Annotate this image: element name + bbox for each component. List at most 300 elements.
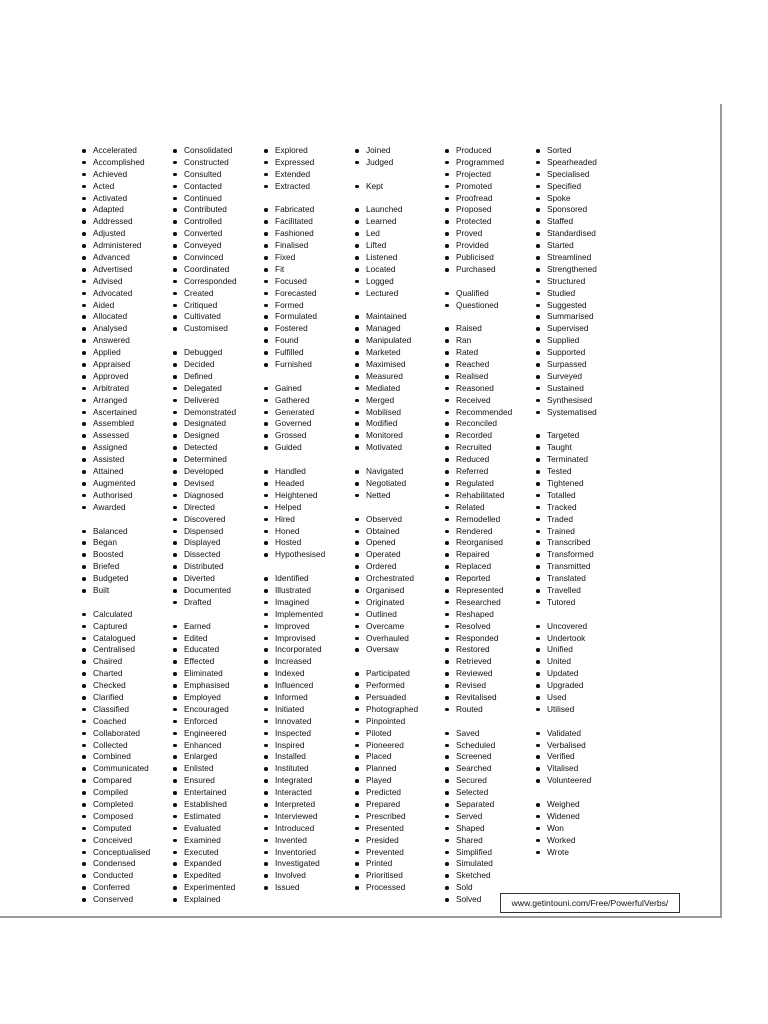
verb-item: Assigned — [82, 442, 177, 454]
verb-item: Coached — [82, 716, 177, 728]
verb-item: Arranged — [82, 395, 177, 407]
verb-item: Promoted — [445, 181, 540, 193]
verb-item: Defined — [173, 371, 268, 383]
verb-item: Inspected — [264, 728, 359, 740]
verb-item: Critiqued — [173, 300, 268, 312]
verb-item: Simulated — [445, 858, 540, 870]
verb-item: Created — [173, 288, 268, 300]
verb-item: Extracted — [264, 181, 359, 193]
verb-item: Strengthened — [536, 264, 631, 276]
verb-item: Prevented — [355, 847, 450, 859]
verb-item: Spoke — [536, 193, 631, 205]
verb-item: Summarised — [536, 311, 631, 323]
verb-item: Indexed — [264, 668, 359, 680]
verb-item: Replaced — [445, 561, 540, 573]
verb-item: Administered — [82, 240, 177, 252]
verb-item: Traded — [536, 514, 631, 526]
verb-item: Remodelled — [445, 514, 540, 526]
verb-item: Lectured — [355, 288, 450, 300]
verb-item: Gained — [264, 383, 359, 395]
verb-item: Budgeted — [82, 573, 177, 585]
verb-item: Sold — [445, 882, 540, 894]
verb-column-5 — [445, 145, 540, 906]
verb-item: Conferred — [82, 882, 177, 894]
verb-item: Purchased — [445, 264, 540, 276]
verb-item: Wrote — [536, 847, 631, 859]
verb-item: Expanded — [173, 858, 268, 870]
verb-item: Advised — [82, 276, 177, 288]
verb-item: Spearheaded — [536, 157, 631, 169]
verb-item: Distributed — [173, 561, 268, 573]
verb-item: Enforced — [173, 716, 268, 728]
verb-item: Specified — [536, 181, 631, 193]
verb-item: Captured — [82, 621, 177, 633]
verb-item: Staffed — [536, 216, 631, 228]
verb-item: Advertised — [82, 264, 177, 276]
verb-item: Effected — [173, 656, 268, 668]
verb-item: Heightened — [264, 490, 359, 502]
verb-item: Instituted — [264, 763, 359, 775]
verb-item: Led — [355, 228, 450, 240]
group-spacer — [173, 335, 268, 347]
verb-item: Responded — [445, 633, 540, 645]
verb-item: Expedited — [173, 870, 268, 882]
verb-item: Boosted — [82, 549, 177, 561]
verb-item: Built — [82, 585, 177, 597]
verb-item: Advocated — [82, 288, 177, 300]
verb-item: Clarified — [82, 692, 177, 704]
verb-item: Enlisted — [173, 763, 268, 775]
verb-item: Travelled — [536, 585, 631, 597]
verb-item: Trained — [536, 526, 631, 538]
verb-item: Unified — [536, 644, 631, 656]
verb-item: Supervised — [536, 323, 631, 335]
verb-item: Widened — [536, 811, 631, 823]
verb-item: Manipulated — [355, 335, 450, 347]
verb-item: Invented — [264, 835, 359, 847]
verb-item: Facilitated — [264, 216, 359, 228]
verb-item: Consulted — [173, 169, 268, 181]
verb-item: Augmented — [82, 478, 177, 490]
verb-item: Advanced — [82, 252, 177, 264]
verb-item: Found — [264, 335, 359, 347]
verb-item: Controlled — [173, 216, 268, 228]
verb-item: Originated — [355, 597, 450, 609]
verb-item: Qualified — [445, 288, 540, 300]
verb-item: Navigated — [355, 466, 450, 478]
verb-item: Reviewed — [445, 668, 540, 680]
verb-item: Forecasted — [264, 288, 359, 300]
verb-item: Negotiated — [355, 478, 450, 490]
verb-item: Supplied — [536, 335, 631, 347]
verb-item: Centralised — [82, 644, 177, 656]
verb-item: Awarded — [82, 502, 177, 514]
verb-item: Compared — [82, 775, 177, 787]
verb-item: Extended — [264, 169, 359, 181]
verb-item: Separated — [445, 799, 540, 811]
group-spacer — [445, 716, 540, 728]
verb-item: Vitalised — [536, 763, 631, 775]
verb-item: Evaluated — [173, 823, 268, 835]
verb-item: Explained — [173, 894, 268, 906]
verb-item: Programmed — [445, 157, 540, 169]
source-url[interactable]: www.getintouni.com/Free/PowerfulVerbs/ — [500, 893, 680, 913]
verb-item: Reorganised — [445, 537, 540, 549]
verb-item: Grossed — [264, 430, 359, 442]
verb-item: Discovered — [173, 514, 268, 526]
verb-item: Transformed — [536, 549, 631, 561]
verb-item: Served — [445, 811, 540, 823]
verb-item: Improved — [264, 621, 359, 633]
verb-item: Recommended — [445, 407, 540, 419]
verb-item: Decided — [173, 359, 268, 371]
verb-item: Dispensed — [173, 526, 268, 538]
verb-item: Prepared — [355, 799, 450, 811]
verb-item: Balanced — [82, 526, 177, 538]
verb-item: Detected — [173, 442, 268, 454]
verb-item: Restored — [445, 644, 540, 656]
verb-item: Reshaped — [445, 609, 540, 621]
verb-item: Completed — [82, 799, 177, 811]
verb-item: Proved — [445, 228, 540, 240]
verb-item: Launched — [355, 204, 450, 216]
verb-item: Interpreted — [264, 799, 359, 811]
verb-item: Shaped — [445, 823, 540, 835]
verb-item: Compiled — [82, 787, 177, 799]
verb-item: Placed — [355, 751, 450, 763]
verb-item: Recruited — [445, 442, 540, 454]
verb-item: Initiated — [264, 704, 359, 716]
verb-item: Fostered — [264, 323, 359, 335]
verb-item: Issued — [264, 882, 359, 894]
verb-item: Arbitrated — [82, 383, 177, 395]
verb-item: Furnished — [264, 359, 359, 371]
verb-item: Combined — [82, 751, 177, 763]
verb-item: Involved — [264, 870, 359, 882]
verb-item: Examined — [173, 835, 268, 847]
verb-column-4 — [355, 145, 450, 894]
verb-item: Researched — [445, 597, 540, 609]
verb-item: Revitalised — [445, 692, 540, 704]
verb-item: Weighed — [536, 799, 631, 811]
verb-item: Activated — [82, 193, 177, 205]
verb-column-2 — [173, 145, 268, 906]
verb-item: Allocated — [82, 311, 177, 323]
verb-item: Investigated — [264, 858, 359, 870]
verb-item: Located — [355, 264, 450, 276]
verb-item: Aided — [82, 300, 177, 312]
verb-item: Explored — [264, 145, 359, 157]
verb-item: Improvised — [264, 633, 359, 645]
verb-item: Documented — [173, 585, 268, 597]
verb-item: Supported — [536, 347, 631, 359]
verb-item: Measured — [355, 371, 450, 383]
verb-item: Fixed — [264, 252, 359, 264]
verb-item: Achieved — [82, 169, 177, 181]
group-spacer — [536, 716, 631, 728]
verb-item: Monitored — [355, 430, 450, 442]
verb-item: Headed — [264, 478, 359, 490]
verb-item: Searched — [445, 763, 540, 775]
verb-item: Simplified — [445, 847, 540, 859]
verb-item: Judged — [355, 157, 450, 169]
verb-item: Lifted — [355, 240, 450, 252]
verb-item: Taught — [536, 442, 631, 454]
verb-item: Edited — [173, 633, 268, 645]
verb-item: Validated — [536, 728, 631, 740]
verb-item: Increased — [264, 656, 359, 668]
verb-item: Cultivated — [173, 311, 268, 323]
verb-item: Rendered — [445, 526, 540, 538]
verb-item: Targeted — [536, 430, 631, 442]
verb-item: Inventoried — [264, 847, 359, 859]
group-spacer — [355, 656, 450, 668]
verb-item: Hosted — [264, 537, 359, 549]
verb-item: Selected — [445, 787, 540, 799]
verb-item: Started — [536, 240, 631, 252]
verb-item: Organised — [355, 585, 450, 597]
verb-item: Transcribed — [536, 537, 631, 549]
verb-item: Obtained — [355, 526, 450, 538]
group-spacer — [173, 609, 268, 621]
verb-item: Sustained — [536, 383, 631, 395]
verb-item: Applied — [82, 347, 177, 359]
verb-item: Proofread — [445, 193, 540, 205]
verb-item: Mobilised — [355, 407, 450, 419]
verb-item: Encouraged — [173, 704, 268, 716]
verb-item: Condensed — [82, 858, 177, 870]
verb-item: Installed — [264, 751, 359, 763]
verb-item: Regulated — [445, 478, 540, 490]
verb-item: Experimented — [173, 882, 268, 894]
verb-item: Charted — [82, 668, 177, 680]
verb-item: Managed — [355, 323, 450, 335]
verb-item: Identified — [264, 573, 359, 585]
verb-item: Undertook — [536, 633, 631, 645]
verb-item: Established — [173, 799, 268, 811]
verb-item: Began — [82, 537, 177, 549]
verb-item: Sponsored — [536, 204, 631, 216]
verb-item: Constructed — [173, 157, 268, 169]
verb-item: Checked — [82, 680, 177, 692]
verb-item: Accomplished — [82, 157, 177, 169]
group-spacer — [445, 311, 540, 323]
verb-item: Reported — [445, 573, 540, 585]
verb-item: Engineered — [173, 728, 268, 740]
verb-item: Appraised — [82, 359, 177, 371]
verb-item: Ordered — [355, 561, 450, 573]
verb-item: Reasoned — [445, 383, 540, 395]
verb-item: Governed — [264, 418, 359, 430]
verb-item: Fabricated — [264, 204, 359, 216]
verb-item: Surveyed — [536, 371, 631, 383]
verb-item: Attained — [82, 466, 177, 478]
verb-item: Reduced — [445, 454, 540, 466]
verb-item: Represented — [445, 585, 540, 597]
verb-item: Diverted — [173, 573, 268, 585]
verb-item: Publicised — [445, 252, 540, 264]
verb-item: Coordinated — [173, 264, 268, 276]
verb-item: Calculated — [82, 609, 177, 621]
verb-item: Saved — [445, 728, 540, 740]
verb-item: Overhauled — [355, 633, 450, 645]
verb-item: Interviewed — [264, 811, 359, 823]
verb-item: Tutored — [536, 597, 631, 609]
verb-item: Conceptualised — [82, 847, 177, 859]
verb-item: Planned — [355, 763, 450, 775]
verb-item: Piloted — [355, 728, 450, 740]
verb-item: Reconciled — [445, 418, 540, 430]
verb-item: Imagined — [264, 597, 359, 609]
verb-item: Realised — [445, 371, 540, 383]
verb-item: Formed — [264, 300, 359, 312]
verb-item: Gathered — [264, 395, 359, 407]
verb-item: Referred — [445, 466, 540, 478]
verb-item: Secured — [445, 775, 540, 787]
group-spacer — [536, 418, 631, 430]
verb-item: Used — [536, 692, 631, 704]
verb-item: Adapted — [82, 204, 177, 216]
verb-item: Updated — [536, 668, 631, 680]
verb-item: Integrated — [264, 775, 359, 787]
verb-item: Observed — [355, 514, 450, 526]
group-spacer — [355, 169, 450, 181]
verb-item: Translated — [536, 573, 631, 585]
verb-item: Approved — [82, 371, 177, 383]
verb-item: Prescribed — [355, 811, 450, 823]
verb-column-1 — [82, 145, 177, 906]
verb-item: Conducted — [82, 870, 177, 882]
verb-item: Logged — [355, 276, 450, 288]
verb-item: Outlined — [355, 609, 450, 621]
verb-item: Merged — [355, 395, 450, 407]
verb-item: Assessed — [82, 430, 177, 442]
verb-item: Processed — [355, 882, 450, 894]
verb-item: United — [536, 656, 631, 668]
verb-item: Presided — [355, 835, 450, 847]
verb-item: Systematised — [536, 407, 631, 419]
verb-item: Learned — [355, 216, 450, 228]
verb-item: Structured — [536, 276, 631, 288]
verb-item: Designated — [173, 418, 268, 430]
verb-item: Streamlined — [536, 252, 631, 264]
verb-item: Conveyed — [173, 240, 268, 252]
group-spacer — [264, 561, 359, 573]
group-spacer — [355, 502, 450, 514]
verb-item: Corresponded — [173, 276, 268, 288]
verb-item: Devised — [173, 478, 268, 490]
group-spacer — [264, 454, 359, 466]
verb-item: Mediated — [355, 383, 450, 395]
verb-item: Related — [445, 502, 540, 514]
verb-item: Consolidated — [173, 145, 268, 157]
verb-item: Educated — [173, 644, 268, 656]
verb-item: Illustrated — [264, 585, 359, 597]
verb-item: Eliminated — [173, 668, 268, 680]
verb-item: Predicted — [355, 787, 450, 799]
verb-item: Inspired — [264, 740, 359, 752]
verb-item: Incorporated — [264, 644, 359, 656]
verb-item: Analysed — [82, 323, 177, 335]
group-spacer — [355, 300, 450, 312]
verb-item: Repaired — [445, 549, 540, 561]
verb-item: Developed — [173, 466, 268, 478]
verb-item: Proposed — [445, 204, 540, 216]
verb-item: Questioned — [445, 300, 540, 312]
verb-item: Communicated — [82, 763, 177, 775]
group-spacer — [355, 193, 450, 205]
verb-item: Estimated — [173, 811, 268, 823]
verb-item: Ensured — [173, 775, 268, 787]
verb-item: Worked — [536, 835, 631, 847]
group-spacer — [264, 193, 359, 205]
verb-item: Composed — [82, 811, 177, 823]
verb-item: Joined — [355, 145, 450, 157]
verb-item: Upgraded — [536, 680, 631, 692]
verb-item: Sorted — [536, 145, 631, 157]
verb-item: Won — [536, 823, 631, 835]
verb-item: Fit — [264, 264, 359, 276]
verb-item: Oversaw — [355, 644, 450, 656]
verb-item: Hypothesised — [264, 549, 359, 561]
verb-item: Determined — [173, 454, 268, 466]
verb-item: Accelerated — [82, 145, 177, 157]
verb-item: Projected — [445, 169, 540, 181]
group-spacer — [536, 609, 631, 621]
verb-item: Continued — [173, 193, 268, 205]
verb-item: Revised — [445, 680, 540, 692]
verb-item: Implemented — [264, 609, 359, 621]
verb-item: Authorised — [82, 490, 177, 502]
verb-item: Collaborated — [82, 728, 177, 740]
verb-item: Received — [445, 395, 540, 407]
verb-item: Opened — [355, 537, 450, 549]
verb-item: Tracked — [536, 502, 631, 514]
verb-item: Ran — [445, 335, 540, 347]
verb-item: Computed — [82, 823, 177, 835]
verb-item: Employed — [173, 692, 268, 704]
verb-item: Terminated — [536, 454, 631, 466]
verb-item: Studied — [536, 288, 631, 300]
verb-item: Overcame — [355, 621, 450, 633]
verb-item: Enlarged — [173, 751, 268, 763]
verb-item: Debugged — [173, 347, 268, 359]
verb-item: Photographed — [355, 704, 450, 716]
verb-column-3 — [264, 145, 359, 894]
verb-item: Addressed — [82, 216, 177, 228]
verb-item: Participated — [355, 668, 450, 680]
group-spacer — [264, 371, 359, 383]
verb-item: Pioneered — [355, 740, 450, 752]
verb-item: Directed — [173, 502, 268, 514]
verb-item: Delegated — [173, 383, 268, 395]
verb-item: Fulfilled — [264, 347, 359, 359]
verb-column-6 — [536, 145, 631, 858]
verb-item: Persuaded — [355, 692, 450, 704]
verb-item: Dissected — [173, 549, 268, 561]
verb-item: Presented — [355, 823, 450, 835]
verb-item: Briefed — [82, 561, 177, 573]
verb-item: Expressed — [264, 157, 359, 169]
verb-item: Produced — [445, 145, 540, 157]
verb-item: Converted — [173, 228, 268, 240]
verb-item: Hired — [264, 514, 359, 526]
verb-item: Resolved — [445, 621, 540, 633]
verb-item: Convinced — [173, 252, 268, 264]
verb-item: Formulated — [264, 311, 359, 323]
verb-item: Solved — [445, 894, 540, 906]
verb-item: Specialised — [536, 169, 631, 181]
